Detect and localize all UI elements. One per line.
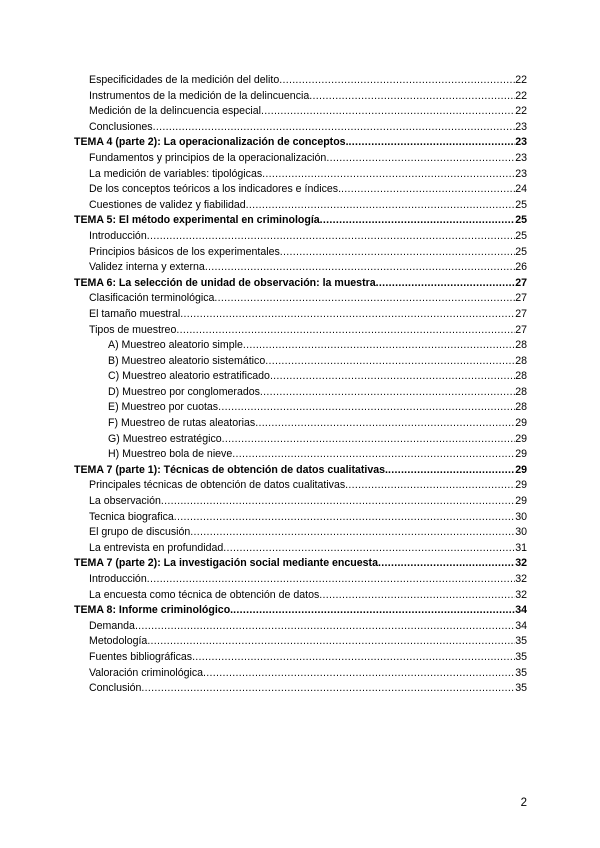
toc-entry-title: El grupo de discusión <box>89 526 191 539</box>
toc-entry-page: 34 <box>515 619 527 632</box>
toc-entry-page: 31 <box>515 541 527 554</box>
toc-dot-leader <box>192 650 515 666</box>
toc-section-entry[interactable] <box>74 73 527 89</box>
toc-entry-page: 35 <box>515 650 527 663</box>
toc-entry-title: Validez interna y externa <box>89 261 205 274</box>
toc-section-entry[interactable] <box>74 291 527 307</box>
toc-entry-page: 34 <box>515 604 527 617</box>
toc-entry-page: 35 <box>515 635 527 648</box>
toc-entry-page: 28 <box>515 370 527 383</box>
toc-entry-title: Medición de la delincuencia especial <box>89 105 261 118</box>
toc-entry-page: 29 <box>515 479 527 492</box>
toc-section-entry[interactable] <box>74 510 527 526</box>
toc-dot-leader <box>161 494 515 510</box>
toc-entry-title: La encuesta como técnica de obtención de datos <box>89 588 320 601</box>
toc-entry-page: 25 <box>515 229 527 242</box>
toc-entry-title: Introducción <box>89 229 147 242</box>
toc-dot-leader <box>174 510 515 526</box>
toc-dot-leader <box>135 619 515 635</box>
toc-chapter-entry[interactable] <box>74 135 527 151</box>
toc-dot-leader <box>232 447 515 463</box>
toc-dot-leader <box>376 276 516 292</box>
toc-section-entry[interactable] <box>74 541 527 557</box>
toc-subsection-entry[interactable] <box>74 354 527 370</box>
toc-entry-page: 27 <box>515 323 527 336</box>
toc-entry-title: Instrumentos de la medición de la delincuencia <box>89 89 310 102</box>
toc-entry-title: Principales técnicas de obtención de datos cualitativas <box>89 479 346 492</box>
toc-entry-page: 27 <box>515 292 527 305</box>
toc-entry-title: H) Muestreo bola de nieve <box>108 448 233 461</box>
toc-entry-page: 25 <box>515 245 527 258</box>
toc-entry-title: De los conceptos teóricos a los indicadores e índices. <box>89 183 342 196</box>
toc-subsection-entry[interactable] <box>74 432 527 448</box>
toc-section-entry[interactable] <box>74 151 527 167</box>
toc-dot-leader <box>190 525 515 541</box>
toc-dot-leader <box>262 167 515 183</box>
toc-chapter-entry[interactable] <box>74 603 527 619</box>
toc-dot-leader <box>270 369 515 385</box>
toc-section-entry[interactable] <box>74 323 527 339</box>
toc-entry-page: 35 <box>515 666 527 679</box>
toc-section-entry[interactable] <box>74 650 527 666</box>
toc-dot-leader <box>205 260 515 276</box>
toc-dot-leader <box>233 603 515 619</box>
toc-dot-leader <box>243 338 515 354</box>
toc-entry-title: Principios básicos de los experimentales <box>89 245 280 258</box>
toc-section-entry[interactable] <box>74 666 527 682</box>
toc-dot-leader <box>320 213 516 229</box>
toc-section-entry[interactable] <box>74 245 527 261</box>
toc-entry-page: 28 <box>515 401 527 414</box>
toc-section-entry[interactable] <box>74 634 527 650</box>
toc-entry-title: TEMA 6: La selección de unidad de observación: la muestra <box>74 276 376 289</box>
toc-entry-title: Conclusiones <box>89 120 153 133</box>
toc-section-entry[interactable] <box>74 307 527 323</box>
toc-section-entry[interactable] <box>74 229 527 245</box>
toc-entry-page: 32 <box>515 573 527 585</box>
toc-section-entry[interactable] <box>74 182 527 198</box>
toc-entry-title: El tamaño muestral <box>89 307 181 320</box>
toc-entry-title: TEMA 8: Informe criminológico. <box>74 604 234 617</box>
toc-entry-title: E) Muestreo por cuotas <box>108 401 219 414</box>
toc-entry-title: La entrevista en profundidad <box>89 541 224 554</box>
toc-dot-leader <box>222 432 516 448</box>
toc-entry-page: 27 <box>515 307 527 320</box>
toc-section-entry[interactable] <box>74 89 527 105</box>
toc-section-entry[interactable] <box>74 260 527 276</box>
toc-section-entry[interactable] <box>74 104 527 120</box>
toc-entry-page: 23 <box>515 136 527 149</box>
toc-dot-leader <box>341 182 515 198</box>
toc-entry-title: Fundamentos y principios de la operacionalización <box>89 151 327 164</box>
toc-dot-leader <box>260 385 515 401</box>
toc-entry-title: TEMA 4 (parte 2): La operacionalización de conceptos. <box>74 136 349 149</box>
toc-section-entry[interactable] <box>74 681 527 697</box>
toc-entry-page: 22 <box>515 105 527 118</box>
toc-entry-title: Metodología <box>89 635 148 648</box>
toc-entry-title: La medición de variables: tipológicas <box>89 167 263 180</box>
toc-entry-title: Tipos de muestreo <box>89 323 177 336</box>
toc-dot-leader <box>261 104 515 120</box>
toc-dot-leader <box>279 73 515 89</box>
toc-entry-page: 30 <box>515 526 527 539</box>
toc-entry-page: 23 <box>515 151 527 164</box>
page-number: 2 <box>520 797 527 809</box>
toc-dot-leader <box>147 572 515 588</box>
toc-entry-page: 29 <box>515 463 527 476</box>
toc-entry-title: TEMA 7 (parte 2): La investigación social mediante encuesta <box>74 557 378 570</box>
toc-section-entry[interactable] <box>74 478 527 494</box>
toc-dot-leader <box>203 666 515 682</box>
toc-entry-page: 23 <box>515 120 527 133</box>
toc-chapter-entry[interactable] <box>74 276 527 292</box>
toc-section-entry[interactable] <box>74 120 527 136</box>
toc-entry-page: 32 <box>515 588 527 601</box>
toc-entry-title: G) Muestreo estratégico <box>108 432 222 445</box>
toc-dot-leader <box>255 416 515 432</box>
toc-entry-title: Conclusión <box>89 682 142 695</box>
toc-entry-page: 27 <box>515 276 527 289</box>
toc-entry-page: 25 <box>515 214 527 227</box>
toc-dot-leader <box>246 198 516 214</box>
toc-entry-title: B) Muestreo aleatorio sistemático <box>108 354 266 367</box>
toc-dot-leader <box>345 478 515 494</box>
toc-entry-title: Demanda <box>89 619 135 632</box>
toc-entry-page: 25 <box>515 198 527 211</box>
toc-entry-page: 29 <box>515 432 527 445</box>
toc-entry-page: 23 <box>515 167 527 180</box>
toc-dot-leader <box>223 541 515 557</box>
toc-entry-page: 29 <box>515 495 527 508</box>
toc-entry-title: Valoración criminológica <box>89 666 204 679</box>
toc-dot-leader <box>147 229 515 245</box>
toc-entry-title: A) Muestreo aleatorio simple <box>108 339 243 352</box>
toc-subsection-entry[interactable] <box>74 385 527 401</box>
toc-entry-page: 32 <box>515 557 527 570</box>
toc-entry-title: Introducción <box>89 573 147 585</box>
toc-entry-title: TEMA 7 (parte 1): Técnicas de obtención de datos cualitativas. <box>74 463 388 476</box>
toc-dot-leader <box>180 307 515 323</box>
toc-subsection-entry[interactable] <box>74 416 527 432</box>
toc-section-entry[interactable] <box>74 572 527 588</box>
toc-entry-page: 35 <box>515 682 527 695</box>
toc-section-entry[interactable] <box>74 494 527 510</box>
toc-dot-leader <box>153 120 516 136</box>
toc-section-entry[interactable] <box>74 167 527 183</box>
toc-dot-leader <box>218 400 515 416</box>
toc-chapter-entry[interactable] <box>74 213 527 229</box>
toc-dot-leader <box>349 135 516 151</box>
toc-subsection-entry[interactable] <box>74 369 527 385</box>
toc-dot-leader <box>147 634 515 650</box>
toc-dot-leader <box>388 463 515 479</box>
toc-dot-leader <box>309 89 515 105</box>
toc-entry-page: 30 <box>515 510 527 523</box>
toc-section-entry[interactable] <box>74 198 527 214</box>
toc-dot-leader <box>319 588 515 604</box>
toc-entry-title: La observación <box>89 495 161 508</box>
toc-entry-title: Clasificación terminológica <box>89 292 215 305</box>
table-of-contents <box>74 73 527 697</box>
toc-dot-leader <box>378 556 515 572</box>
toc-entry-page: 22 <box>515 74 527 86</box>
toc-entry-title: C) Muestreo aleatorio estratificado <box>108 370 270 383</box>
toc-entry-title: D) Muestreo por conglomerados <box>108 385 260 398</box>
toc-entry-page: 22 <box>515 89 527 102</box>
toc-entry-title: Fuentes bibliográficas <box>89 650 193 663</box>
toc-entry-title: Cuestiones de validez y fiabilidad <box>89 198 246 211</box>
toc-entry-page: 28 <box>515 339 527 352</box>
toc-entry-page: 24 <box>515 183 527 196</box>
toc-section-entry[interactable] <box>74 525 527 541</box>
toc-dot-leader <box>214 291 515 307</box>
toc-subsection-entry[interactable] <box>74 338 527 354</box>
toc-chapter-entry[interactable] <box>74 556 527 572</box>
toc-entry-title: Especificidades de la medición del delito <box>89 74 280 86</box>
toc-entry-page: 26 <box>515 261 527 274</box>
toc-entry-title: F) Muestreo de rutas aleatorias <box>108 417 256 430</box>
toc-entry-title: TEMA 5: El método experimental en criminología <box>74 214 320 227</box>
toc-section-entry[interactable] <box>74 588 527 604</box>
toc-section-entry[interactable] <box>74 619 527 635</box>
toc-dot-leader <box>141 681 515 697</box>
toc-dot-leader <box>176 323 515 339</box>
toc-subsection-entry[interactable] <box>74 400 527 416</box>
toc-subsection-entry[interactable] <box>74 447 527 463</box>
toc-entry-page: 28 <box>515 385 527 398</box>
toc-entry-page: 29 <box>515 448 527 461</box>
toc-chapter-entry[interactable] <box>74 463 527 479</box>
toc-dot-leader <box>265 354 515 370</box>
toc-entry-page: 29 <box>515 417 527 430</box>
toc-entry-title: Tecnica biografica <box>89 510 174 523</box>
toc-entry-page: 28 <box>515 354 527 367</box>
toc-dot-leader <box>326 151 515 167</box>
toc-dot-leader <box>280 245 515 261</box>
